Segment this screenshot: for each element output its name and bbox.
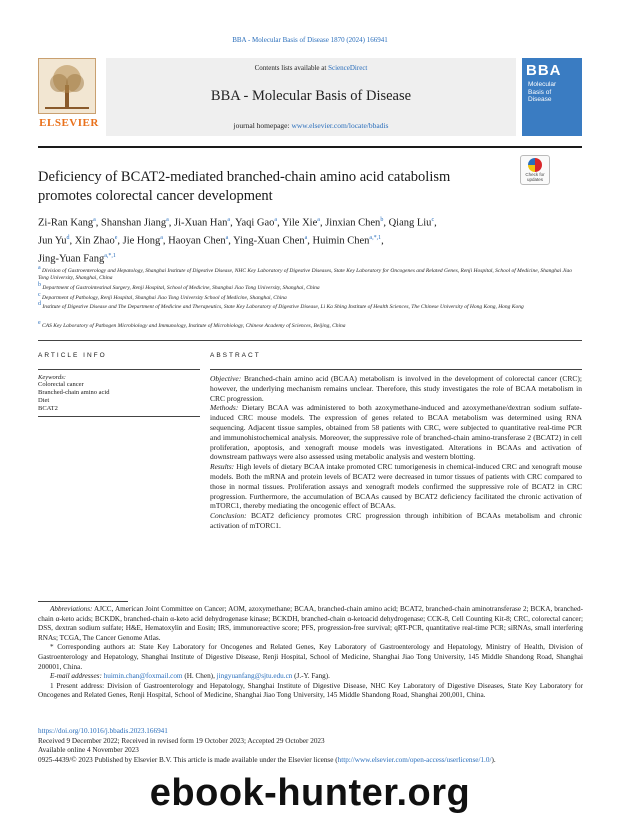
affiliation-text: CAS Key Laboratory of Pathogen Microbiology and Immunology, Institute of Microbiology, Chinese Academy of Sciences, Beijing, China [42,322,346,329]
corresponding-note: * Corresponding authors at: State Key Laboratory for Oncogenes and Related Genes, Key Laboratory of Gastroenterology and Hepatology, Ministry of Health, Division of Gastroenterology and Hepatology, Shanghai Institute of Digestive Disease, Renji Hospital, School of Medicine, Shanghai Jiao Tong University, 145 Middle Shandong Road, Shanghai 200001, China. [38,643,583,671]
masthead-center [106,58,516,136]
affiliation-text: Department of Pathology, Renji Hospital, Shanghai Jiao Tong University School of Medicine, Shanghai, China [42,294,287,301]
author-name[interactable]: Qiang Liu [388,217,432,229]
copyright-line [38,756,598,766]
online-date: Available online 4 November 2023 [38,746,139,754]
email-owner: (H. Chen), [182,672,217,681]
author-sup[interactable]: a [304,235,308,241]
license-link[interactable]: http://www.elsevier.com/open-access/userlicense/1.0/ [337,755,492,764]
author-name[interactable]: Shanshan Jiang [101,217,167,229]
author-name[interactable]: Jing-Yuan Fang [38,253,105,265]
email-owner: (J.-Y. Fang). [292,672,330,681]
journal-masthead [38,58,582,144]
author-name[interactable]: Ji-Xuan Han [174,217,228,229]
email-label: E-mail addresses: [50,672,102,681]
author-sup[interactable]: a [225,235,229,241]
email-note [38,672,583,682]
homepage-line [106,121,516,130]
footnote-rule [38,601,128,602]
affiliation-sup: a [38,265,41,271]
journal-homepage-link[interactable]: www.elsevier.com/locate/bbadis [291,121,389,130]
check-badge-line: Check for [525,172,545,177]
abstract-paragraph [210,374,582,403]
abstract-text: High levels of dietary BCAA intake promoted CRC tumorigenesis in chemical-induced CRC and xenograft mouse models. Both the mRNA and protein levels of BCAT2 were decreased in tumor tissues of patients with CRC compared to those in normal tissues. Proliferation assays and xenograft models confirmed the suppressive role of BCAT2 in CRC progression. Furthermore, the accumulation of BCAAs caused by BCAT2 deficiency facilitated the chronic activation of mTORC1, thereby mediating the oncogenic effect of BCAAs. [210,462,582,511]
abstract-body [210,374,582,531]
abstract-label: Methods: [210,403,239,413]
cover-line: Basis of [528,88,552,96]
affiliation [38,282,583,292]
affiliation-sup: c [38,292,41,298]
check-for-updates-button[interactable] [520,155,550,185]
abstract-text: BCAT2 deficiency promotes CRC progression through inhibition of BCAAs metabolism and chronic activation of mTORC1. [210,511,582,530]
journal-name: BBA - Molecular Basis of Disease [210,88,412,104]
abstract-paragraph [210,511,582,531]
author-name[interactable]: Ying-Xuan Chen [233,235,305,247]
present-address-note: 1 Present address: Division of Gastroenterology and Hepatology, Shanghai Institute of Digestive Disease, NHC Key Laboratory of Digestive Diseases, State Key Laboratory for Oncogenes and Related Genes, Renji Hospital, School of Medicine, Shanghai Jiao Tong University, 145 Middle Shandong Road, Shanghai 200,001, China. [38,681,583,700]
abstract-paragraph [210,403,582,462]
copyright-prefix: 0925-4439/© 2023 Published by Elsevier B.V. This article is made available under the Elsevier license ( [38,755,338,764]
affiliation-text: Department of Gastrointestinal Surgery, Renji Hospital, School of Medicine, Shanghai Jiao Tong University, Shanghai, China [42,284,320,291]
article-title: Deficiency of BCAT2-mediated branched-chain amino acid catabolism promotes colorectal cancer development [38,169,451,204]
affiliation-sup: b [38,282,41,288]
masthead-rule [38,146,582,148]
affiliation [38,265,583,282]
author-name[interactable]: Jun Yu [38,235,67,247]
affiliation [38,320,583,330]
cover-line: Molecular [528,81,557,88]
affiliation [38,301,583,311]
abstract-label: Objective: [210,374,242,383]
article-info-rule [38,369,200,370]
footnotes [38,605,583,701]
publication-info [38,727,598,765]
received-dates: Received 9 December 2022; Received in revised form 19 October 2023; Accepted 29 October 2023 [38,736,325,745]
keyword: Diet [38,397,50,404]
contents-prefix: Contents lists available at [254,64,329,72]
author-sup[interactable]: a [93,217,96,223]
abbreviations-note [38,605,583,643]
author-name[interactable]: Zi-Ran Kang [38,217,94,229]
keywords-label: Keywords: [38,374,66,381]
author-sup[interactable]: d [66,235,70,241]
author-sup[interactable]: a [317,217,320,223]
email-link[interactable]: jingyuanfang@sjtu.edu.cn [216,672,293,681]
check-badge-label [521,172,549,182]
affiliation-sup: e [38,320,41,326]
journal-cover[interactable] [522,58,582,136]
abbreviations-label: Abbreviations: [50,605,93,613]
copyright-suffix: ). [491,755,496,764]
author-sup[interactable]: a,*,1 [369,235,382,241]
running-head[interactable]: BBA - Molecular Basis of Disease 1870 (2024) 166941 [232,36,388,44]
keyword: Colorectal cancer [38,381,84,388]
sciencedirect-link[interactable]: ScienceDirect [328,64,368,72]
check-badge-line: updates [526,177,543,182]
author-name[interactable]: Haoyan Chen [168,235,226,247]
affiliation-text: Division of Gastroenterology and Hepatology, Shanghai Institute of Digestive Disease, NHC Key Laboratory of Digestive Diseases, State Key Laboratory for Oncogenes and Related Genes, Renji Hospital, School of Medicine, Shanghai Jiao Tong University, Shanghai, China [38,267,573,282]
article-info-heading: ARTICLE INFO [38,352,107,359]
publisher-name: ELSEVIER [39,117,99,129]
author-list: Zi-Ran Kang$^a$, Shanshan Jiang$^a$, Ji-Xuan Han$^a$, Yaqi Gao$^a$, Yile Xie$^a$, Jinxian Chen$^b$, Qiang Liu$^c$, Jun Yu$^d$, Xin Zhao$^e$, Jie Hong$^a$, Haoyan Chen$^a$, Ying-Xuan Chen$^a$, Huimin Chen$^{a,*,1}$, Jing-Yuan Fang$^{a,*,1}$ [38,217,437,265]
abstract-paragraph [210,462,582,511]
abbreviations-text: AJCC, American Joint Committee on Cancer; AOM, azoxymethane; BCAA, branched-chain amino acid; BCAT2, branched-chain aminotransferase 2; BCKA, branched-chain α-keto acids; BCKDK, branched-chain α-keto acid dehydrogenase kinase; BCKDH, branched-chain α-ketoacid dehydrogenase; CCK-8, Cell Counting Kit-8; CRC, colorectal cancer; DSS, dextran sodium sulfate; H&E, Hematoxylin and Eosin; IRS, immunoreactive score; PFS, progression-free survival; qRT-PCR, quantitative real-time PCR; siRNAs, small interfering RNAs; TCGA, The Cancer Genome Atlas. [38,605,583,642]
author-name[interactable]: Jinxian Chen [325,217,381,229]
keywords-rule [38,416,200,417]
section-divider [38,340,582,341]
author-name[interactable]: Huimin Chen [312,235,370,247]
cover-line: Disease [528,96,552,103]
cover-subtitle [522,81,582,104]
abstract-text: Dietary BCAA was administered to both azoxymethane-induced and azoxymethane/dextran sodium sulfate-induced CRC mouse models. The expression of genes related to BCAA metabolism was determined using RNA sequencing. Adjacent tissue samples, obtained from 58 patients with CRC, were subjected to quantitative real-time PCR and immunohistochemical analysis. Moreover, the suppressive role of branched-chain amino-transferase 2 (BCAT2) in cell proliferation, apoptosis, and xenograft mouse models was investigated. Alterations in BCAAs and activation of downstream pathways were also assessed using metabolic analysis and western blotting. [210,403,582,462]
abstract-rule [210,369,582,370]
watermark: ebook-hunter.org [149,772,471,814]
abstract-text: Branched-chain amino acid (BCAA) metabolism is involved in the development of colorectal cancer (CRC); however, the underlying mechanism remains unclear. Therefore, this study investigates the role of BCAA metabolism in CRC progression. [210,374,582,403]
affiliation-text: Institute of Digestive Disease and The Department of Medicine and Therapeutics, State Key Laboratory of Digestive Disease, Li Ka Shing Institute of Health Sciences, The Chinese University of Hong Kong, Hong Kong [42,303,524,310]
author-sup[interactable]: b [380,217,384,223]
author-sup[interactable]: c [431,217,435,223]
cover-title: BBA [526,62,562,79]
author-name[interactable]: Yaqi Gao [234,217,275,229]
author-sup[interactable]: a [274,217,278,223]
author-sup[interactable]: a [227,217,231,223]
crossmark-icon [528,158,542,172]
author-sup[interactable]: a [166,217,169,223]
affiliation-sup: d [38,301,41,307]
author-sup[interactable]: e [114,235,118,241]
email-link[interactable]: huimin.chan@foxmail.com [103,672,183,681]
author-name[interactable]: Jie Hong [122,235,161,247]
author-sup[interactable]: a [160,235,163,241]
author-name[interactable]: Xin Zhao [74,235,115,247]
elsevier-logo[interactable] [38,58,100,136]
abstract-label: Results: [210,462,235,472]
keyword-list [38,381,109,413]
abstract-label: Conclusion: [210,511,247,521]
author-name[interactable]: Yile Xie [281,217,318,229]
elsevier-tree-icon [38,58,96,114]
keyword: Branched-chain amino acid [38,389,110,396]
keyword: BCAT2 [38,405,58,412]
contents-line [106,64,516,72]
homepage-prefix: journal homepage: [233,121,292,130]
author-sup[interactable]: a,*,1 [104,253,116,259]
abstract-heading: ABSTRACT [210,352,261,359]
doi-link[interactable]: https://doi.org/10.1016/j.bbadis.2023.166941 [38,727,168,735]
